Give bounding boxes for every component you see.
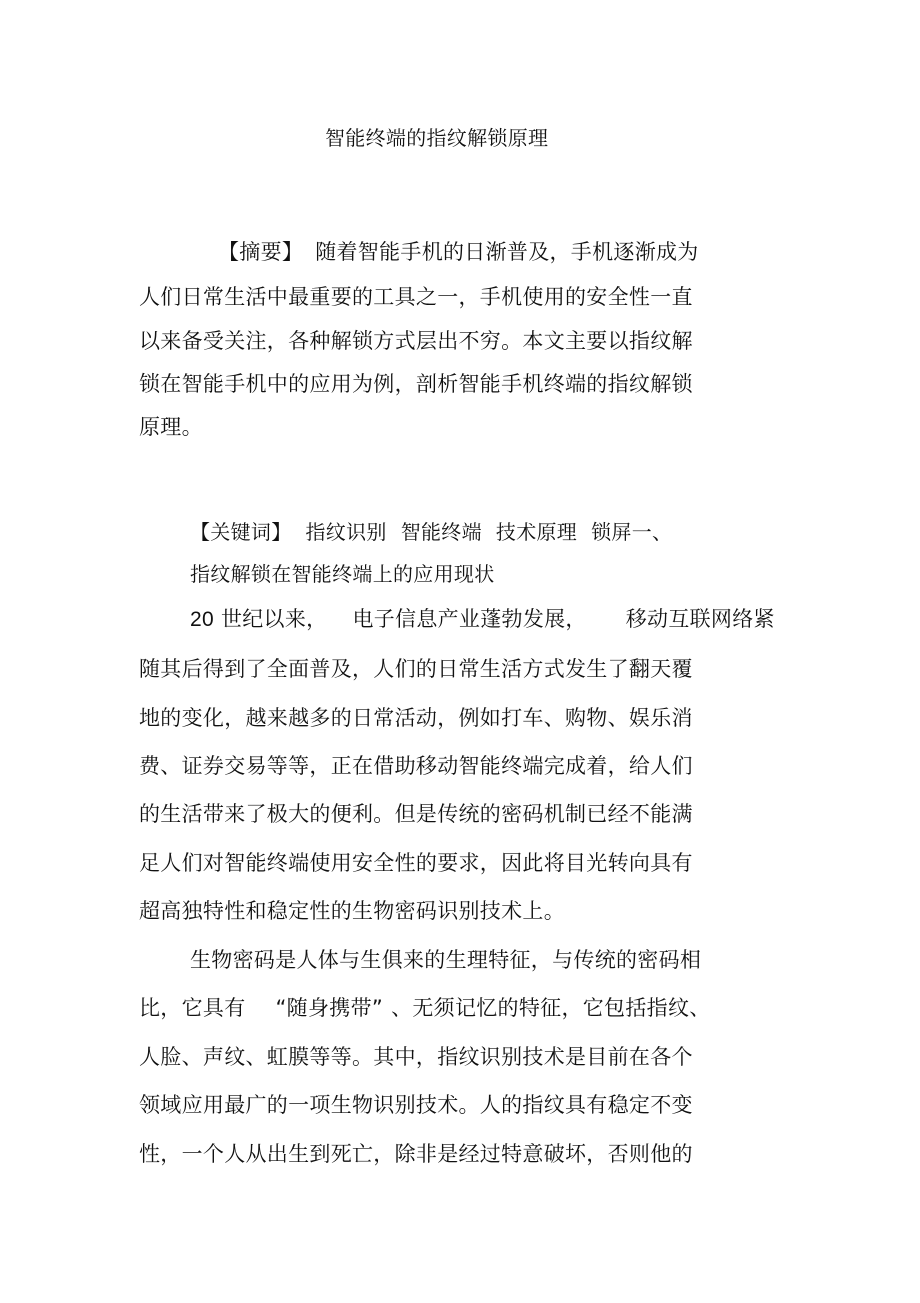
text-segment: 移动互联网络紧 xyxy=(625,607,775,631)
text-segment: 、无须记忆的特征，它包括指纹、 xyxy=(391,996,711,1020)
abstract-text: 随着智能手机的日渐普及，手机逐渐成为 xyxy=(315,240,699,264)
section-heading: 指纹解锁在智能终端上的应用现状 xyxy=(190,562,495,586)
abstract-first-line xyxy=(218,238,699,266)
keyword-item: 技术原理 xyxy=(495,520,578,544)
paragraph2-first-line: 生物密码是人体与生俱来的生理特征，与传统的密码相 xyxy=(190,948,702,972)
keyword-item: 智能终端 xyxy=(400,520,482,544)
text-segment: 比，它具有 xyxy=(139,996,246,1020)
abstract-line: 以来备受关注，各种解锁方式层出不穷。本文主要以指纹解 xyxy=(139,329,693,353)
paragraph2-second-line xyxy=(139,994,711,1022)
abstract-line: 人们日常生活中最重要的工具之一，手机使用的安全性一直 xyxy=(139,285,693,309)
keyword-item: 指纹识别 xyxy=(305,520,387,544)
paragraph1-line: 足人们对智能终端使用安全性的要求，因此将目光转向具有 xyxy=(139,851,693,875)
paragraph2-line: 领域应用最广的一项生物识别技术。人的指纹具有稳定不变 xyxy=(139,1093,693,1117)
paragraph1-line: 随其后得到了全面普及，人们的日常生活方式发生了翻天覆 xyxy=(139,657,693,681)
document-title: 智能终端的指纹解锁原理 xyxy=(325,126,549,150)
paragraph1-line: 超高独特性和稳定性的生物密码识别技术上。 xyxy=(139,899,565,923)
text-segment: 世纪以来， xyxy=(220,607,328,631)
paragraph2-line: 人脸、声纹、虹膜等等。其中，指纹识别技术是目前在各个 xyxy=(139,1045,693,1069)
keywords-label: 【关键词】 xyxy=(190,520,292,544)
quoted-phrase: “随身携带” xyxy=(275,996,384,1020)
paragraph2-line: 性，一个人从出生到死亡，除非是经过特意破坏，否则他的 xyxy=(139,1142,693,1166)
keyword-item: 锁屏一、 xyxy=(591,520,673,544)
abstract-line: 原理。 xyxy=(139,415,203,439)
keywords-line xyxy=(190,518,672,546)
paragraph1-line: 费、证券交易等等，正在借助移动智能终端完成着，给人们 xyxy=(139,754,693,778)
paragraph1-first-line xyxy=(190,605,775,634)
year-number: 20 xyxy=(190,608,214,631)
paragraph1-line: 地的变化，越来越多的日常活动，例如打车、购物、娱乐消 xyxy=(139,706,693,730)
abstract-label: 【摘要】 xyxy=(218,240,304,264)
abstract-line: 锁在智能手机中的应用为例，剖析智能手机终端的指纹解锁 xyxy=(139,372,693,396)
paragraph1-line: 的生活带来了极大的便利。但是传统的密码机制已经不能满 xyxy=(139,802,693,826)
text-segment: 电子信息产业蓬勃发展， xyxy=(352,607,587,631)
